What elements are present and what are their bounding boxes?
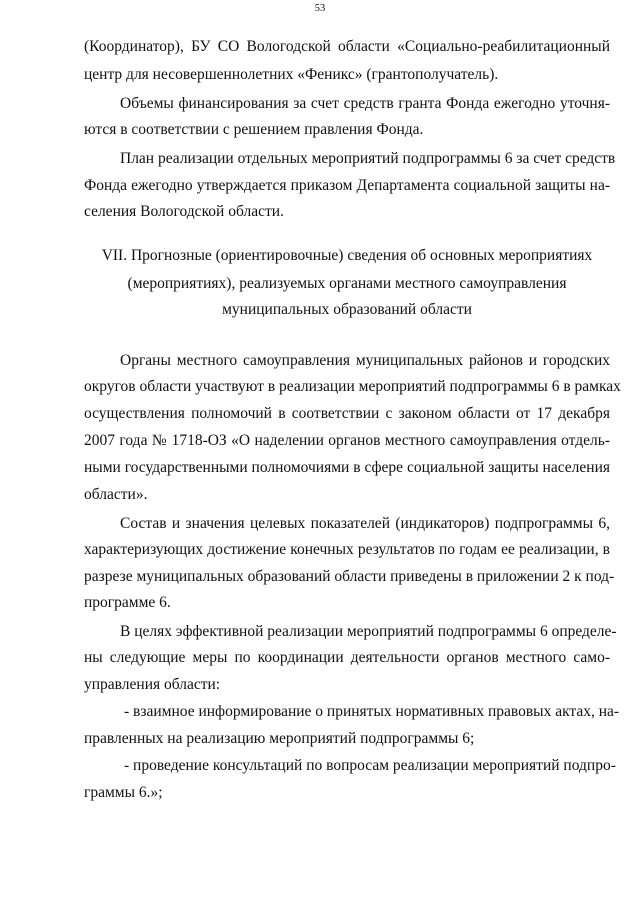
paragraph-line: План реализации отдельных мероприятий подпрограммы 6 за счет средств [120,150,616,167]
paragraph-line: Органы местного самоуправления муниципальных районов и городских [120,352,610,369]
paragraph-line: ются в соответствии с решением правления Фонда. [84,121,424,138]
paragraph-line: Объемы финансирования за счет средств гранта Фонда ежегодно уточня- [120,95,610,112]
paragraph-line: селения Вологодской области. [84,203,284,220]
paragraph-line: ны следующие меры по координации деятельности органов местного само- [84,649,610,666]
paragraph-line: центр для несовершеннолетних «Феникс» (грантополучатель). [84,66,499,83]
paragraph-line: программе 6. [84,594,171,611]
section-heading-line: муниципальных образований области [222,301,472,318]
list-item-line: правленных на реализацию мероприятий подпрограммы 6; [84,730,475,747]
list-item-line: - проведение консультаций по вопросам реализации мероприятий подпро- [124,757,616,774]
paragraph-line: В целях эффективной реализации мероприятий подпрограммы 6 определе- [120,623,617,640]
paragraph-line: разрезе муниципальных образований области приведены в приложении 2 к под- [84,568,615,585]
paragraph-line: Состав и значения целевых показателей (индикаторов) подпрограммы 6, [120,515,610,532]
list-item-line: - взаимное информирование о принятых нормативных правовых актах, на- [124,703,620,720]
paragraph-line: характеризующих достижение конечных результатов по годам ее реализации, в [84,541,610,558]
page-number: 53 [314,3,326,14]
paragraph-line: округов области участвуют в реализации мероприятий подпрограммы 6 в рамках [84,378,621,395]
paragraph-line: Фонда ежегодно утверждается приказом Департамента социальной защиты на- [84,177,610,194]
paragraph-line: области». [84,486,148,503]
section-heading-line: VII. Прогнозные (ориентировочные) сведения об основных мероприятиях [101,247,593,264]
paragraph-line: (Координатор), БУ СО Вологодской области «Социально-реабилитационный [84,38,610,55]
section-heading-line: (мероприятиях), реализуемых органами местного самоуправления [127,275,567,292]
paragraph-line: ными государственными полномочиями в сфере социальной защиты населения [84,459,610,476]
paragraph-line: управления области: [84,676,221,693]
list-item-line: граммы 6.»; [84,784,163,801]
paragraph-line: осуществления полномочий в соответствии с законом области от 17 декабря [84,405,610,422]
paragraph-line: 2007 года № 1718-ОЗ «О наделении органов местного самоуправления отдель- [84,432,610,449]
